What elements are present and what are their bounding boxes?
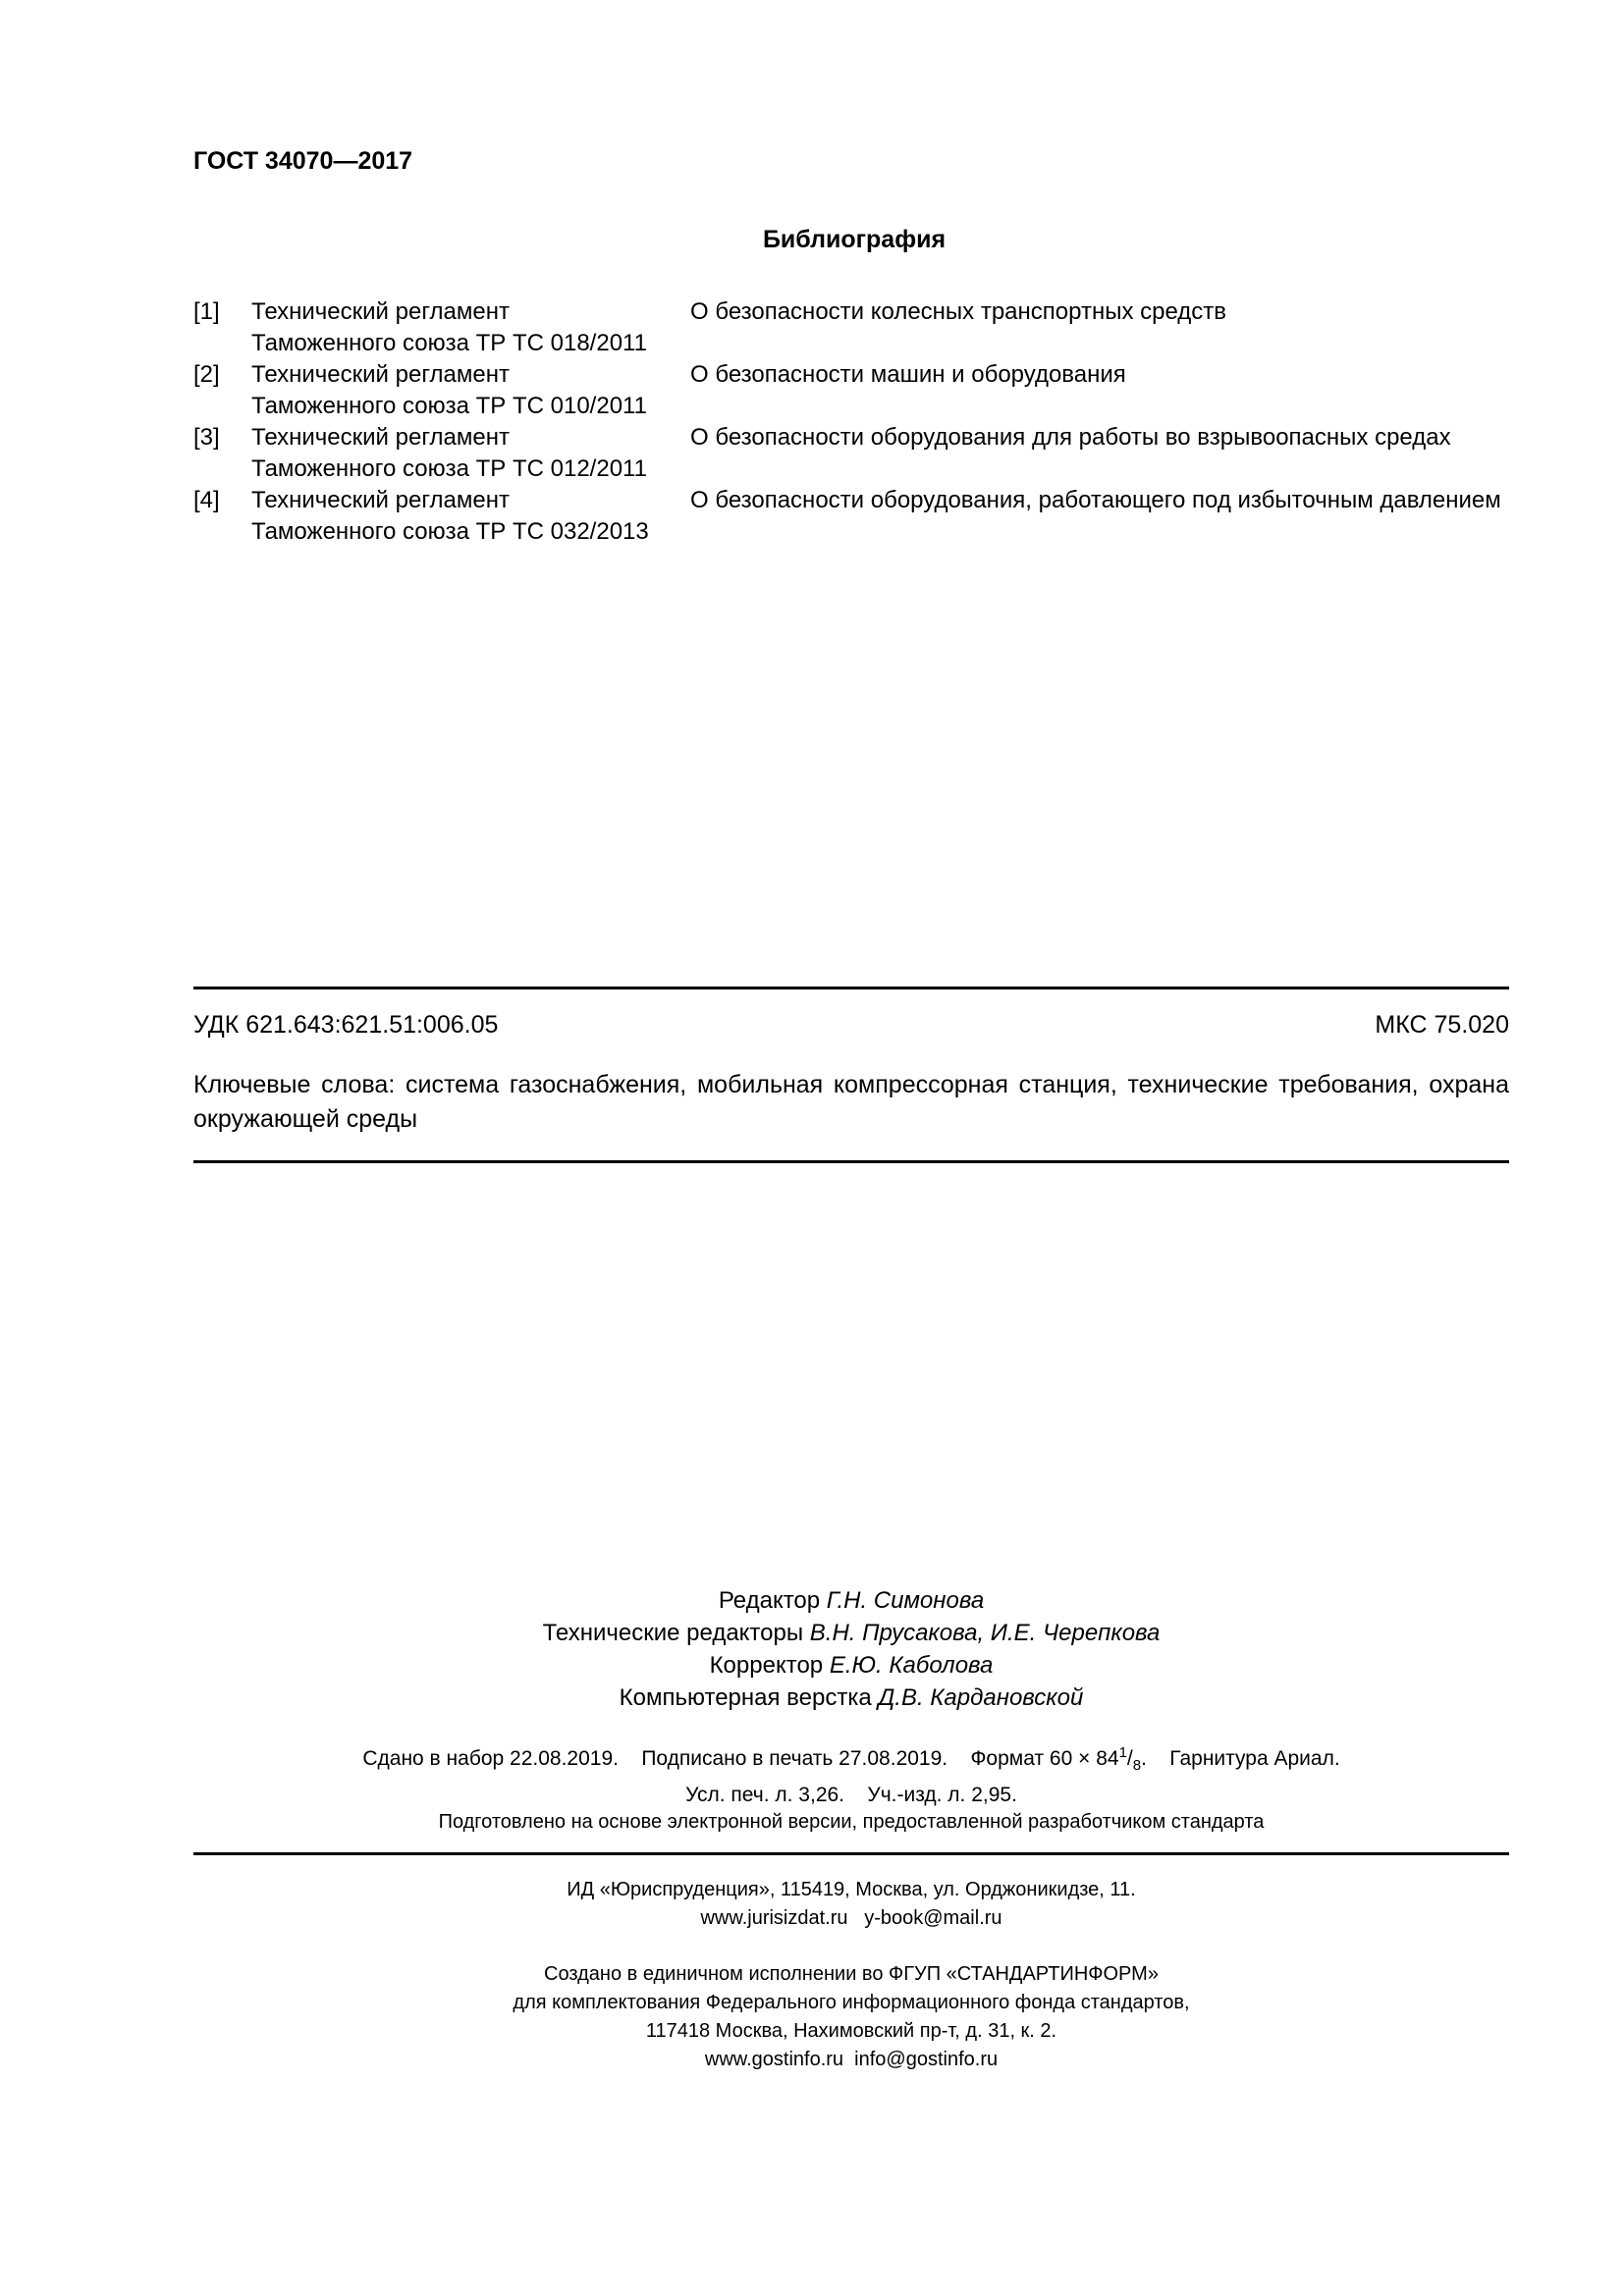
document-id: Таможенного союза ТР ТС 012/2011	[251, 455, 647, 482]
bibliography-document	[251, 359, 690, 422]
created-contacts	[193, 2046, 1509, 2074]
document-type: Технический регламент	[251, 424, 510, 451]
proofreader-name: Е.Ю. Каболова	[829, 1652, 994, 1679]
created-line-2: для комплектования Федерального информационного фонда стандартов,	[513, 1992, 1190, 2013]
bibliography-document	[251, 422, 690, 485]
bibliography-title-text: О безопасности оборудования, работающего под избыточным давлением	[690, 487, 1501, 513]
divider-top	[193, 987, 1509, 989]
publisher-address: ИД «Юриспруденция», 115419, Москва, ул. Орджоникидзе, 11.	[567, 1879, 1136, 1900]
proofreader-label: Корректор	[709, 1652, 824, 1679]
tech-editors-names: В.Н. Прусакова, И.Е. Черепкова	[809, 1620, 1161, 1646]
mks-code: МКС 75.020	[1375, 1011, 1509, 1039]
bibliography-item	[193, 359, 1509, 422]
printed-sheets: Усл. печ. л. 3,26.	[685, 1784, 845, 1807]
bibliography-document	[251, 485, 690, 548]
publisher-site-link[interactable]: www.jurisizdat.ru	[700, 1907, 848, 1929]
layout-line	[193, 1682, 1509, 1714]
bibliography-item	[193, 296, 1509, 359]
publisher-contacts	[193, 1904, 1509, 1933]
publication-sheets: Уч.-изд. л. 2,95.	[867, 1784, 1017, 1807]
document-code: ГОСТ 34070—2017	[193, 147, 413, 175]
bibliography-item	[193, 485, 1509, 548]
created-info	[193, 1960, 1509, 2074]
editor-line	[193, 1584, 1509, 1617]
bibliography-title-text: О безопасности машин и оборудования	[690, 361, 1126, 388]
bibliography-number: [3]	[193, 424, 220, 451]
publisher-info	[193, 1876, 1509, 1933]
format-sub: 8	[1132, 1757, 1142, 1775]
document-type: Технический регламент	[251, 361, 510, 388]
proofreader-line	[193, 1649, 1509, 1682]
bibliography-title-text: О безопасности оборудования для работы во взрывоопасных средах	[690, 424, 1451, 451]
layout-label: Компьютерная верстка	[619, 1684, 872, 1711]
editorial-credits	[193, 1584, 1509, 1714]
tech-editors-line	[193, 1617, 1509, 1649]
layout-name: Д.В. Кардановской	[878, 1684, 1084, 1711]
created-line-1: Создано в единичном исполнении во ФГУП «СТАНДАРТИНФОРМ»	[544, 1963, 1159, 1985]
signed-date: Подписано в печать 27.08.2019.	[641, 1747, 948, 1770]
prepared-note: Подготовлено на основе электронной версии, предоставленной разработчиком стандарта	[438, 1811, 1265, 1833]
bibliography-list	[193, 296, 1509, 548]
editor-name: Г.Н. Симонова	[826, 1587, 985, 1614]
publisher-email-link[interactable]: y-book@mail.ru	[864, 1907, 1002, 1929]
bibliography-title-text: О безопасности колесных транспортных средств	[690, 298, 1227, 325]
bibliography-number: [1]	[193, 298, 220, 325]
document-id: Таможенного союза ТР ТС 010/2011	[251, 393, 647, 419]
print-line-1	[193, 1738, 1509, 1781]
bibliography-number: [4]	[193, 487, 220, 513]
gostinfo-email-link[interactable]: info@gostinfo.ru	[854, 2049, 999, 2070]
divider-bottom	[193, 1852, 1509, 1855]
format-info: Формат $60 \times 84^1/_8$.	[970, 1744, 1147, 1775]
divider-keywords	[193, 1160, 1509, 1163]
print-info	[193, 1738, 1509, 1810]
editor-label: Редактор	[718, 1587, 821, 1614]
document-type: Технический регламент	[251, 487, 510, 513]
typeface: Гарнитура Ариал.	[1169, 1747, 1340, 1770]
tech-editors-label: Технические редакторы	[542, 1620, 804, 1646]
document-id: Таможенного союза ТР ТС 018/2011	[251, 330, 647, 356]
udk-code: УДК 621.643:621.51:006.05	[193, 1011, 499, 1039]
document-type: Технический регламент	[251, 298, 510, 325]
bibliography-number: [2]	[193, 361, 220, 388]
bibliography-document	[251, 296, 690, 359]
gostinfo-site-link[interactable]: www.gostinfo.ru	[704, 2049, 844, 2070]
submitted-date: Сдано в набор 22.08.2019.	[362, 1747, 619, 1770]
document-id: Таможенного союза ТР ТС 032/2013	[251, 518, 649, 545]
bibliography-item	[193, 422, 1509, 485]
keywords: Ключевые слова: система газоснабжения, мобильная компрессорная станция, технические требования, охрана окружающей среды	[193, 1071, 1509, 1133]
created-address: 117418 Москва, Нахимовский пр-т, д. 31, к. 2.	[645, 2020, 1057, 2042]
bibliography-title: Библиография	[762, 226, 947, 253]
format-prefix: Формат 60 × 84	[970, 1747, 1119, 1770]
format-sup: 1	[1118, 1744, 1127, 1761]
print-line-2	[193, 1781, 1509, 1810]
